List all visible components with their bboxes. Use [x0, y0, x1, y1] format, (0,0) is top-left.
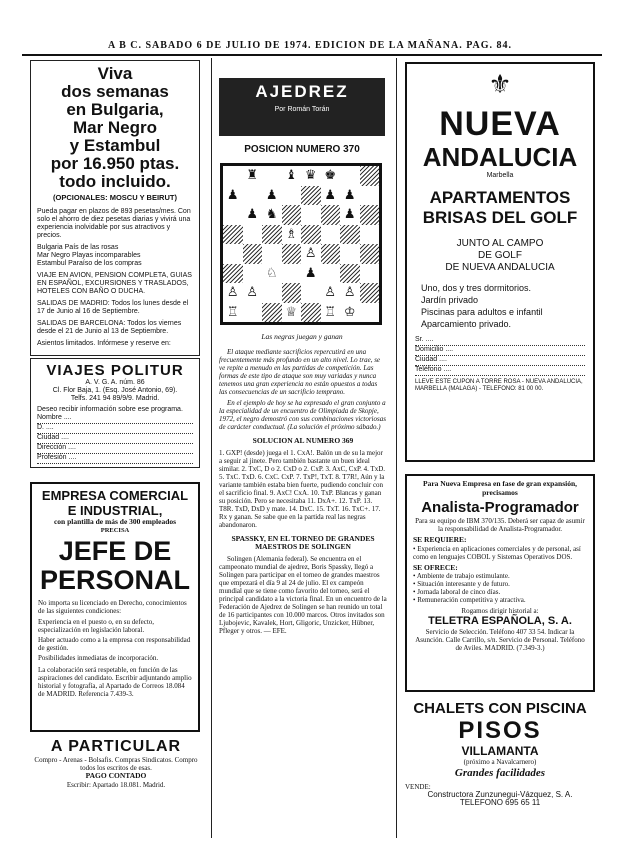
- particular-pago: PAGO CONTADO: [85, 771, 147, 780]
- analista-intro: Para Nueva Empresa en fase de gran expansión, precisamos: [422, 479, 578, 497]
- board-square: ♙: [321, 283, 341, 303]
- ajedrez-text: [219, 348, 387, 635]
- board-square: [243, 264, 263, 284]
- chalets-phone: TELEFONO 695 65 11: [459, 798, 541, 807]
- chalets-pisos: PISOS: [458, 717, 542, 744]
- board-square: [243, 225, 263, 245]
- feature-item: Aparcamiento privado.: [421, 319, 512, 329]
- column-divider-right: [396, 58, 397, 838]
- board-square: [223, 244, 243, 264]
- feature-item: Jardín privado: [421, 295, 479, 305]
- andalucia-golf-3: DE NUEVA ANDALUCIA: [445, 262, 555, 273]
- analista-address: Servicio de Selección. Teléfono 407 33 54. Indicar la Asunción. Calle Carrillo, s/n. Servicio de Personal. Teléfono de Aviles. MADRID. (7.349-3.): [415, 628, 585, 652]
- board-square: [360, 205, 380, 225]
- particular-body: Compro - Arenas - Bolsafis. Compras Sindicatos. Compro todos los escritos de esas.: [34, 756, 198, 772]
- andalucia-sub: Marbella: [486, 172, 514, 179]
- solution-title: SOLUCION AL NUMERO 369: [252, 436, 354, 445]
- politur-title: VIAJES POLITUR: [46, 362, 184, 379]
- analista-offer: • Remuneración competitiva y atractiva.: [413, 596, 526, 604]
- crest-icon: ⚜: [488, 70, 512, 99]
- politur-form-line: Deseo recibir información sobre ese programa.: [37, 406, 183, 413]
- jefe-big-1: JEFE DE: [58, 536, 172, 566]
- analista-offer: • Situación interesante y de futuro.: [413, 580, 510, 588]
- jefe-big-2: PERSONAL: [39, 565, 191, 595]
- particular-title: A PARTICULAR: [50, 738, 182, 755]
- bulgaria-body-4: SALIDAS DE BARCELONA: Todos los viernes desde el 21 de Junio al 13 de Septiembre.: [37, 319, 182, 335]
- board-square: [321, 264, 341, 284]
- analista-ofr-title: SE OFRECE:: [413, 562, 458, 572]
- board-square: [301, 225, 321, 245]
- board-square: [223, 166, 243, 186]
- board-square: ♗: [282, 225, 302, 245]
- board-square: [282, 264, 302, 284]
- analista-para: Para su equipo de IBM 370/135. Deberá ser capaz de asumir la responsabilidad de Analista-Programador.: [415, 517, 585, 533]
- analista-offer: • Jornada laboral de cinco días.: [413, 588, 501, 596]
- board-square: [340, 225, 360, 245]
- andalucia-features: [415, 282, 585, 330]
- board-square: [321, 244, 341, 264]
- board-square: [301, 205, 321, 225]
- board-square: [262, 166, 282, 186]
- jefe-item: Experiencia en el puesto o, en su defecto, especialización en legislación laboral.: [38, 618, 155, 634]
- board-square: ♚: [321, 166, 341, 186]
- ajedrez-byline: Por Román Torán: [274, 106, 330, 113]
- board-square: [282, 283, 302, 303]
- jefe-requirements: No importa su licenciado en Derecho, conocimientos de las siguientes condiciones:: [38, 599, 187, 615]
- chess-board: [220, 163, 382, 325]
- coupon-field: Teléfono ....: [415, 366, 585, 376]
- list-item: Mar Negro Playas incomparables: [37, 251, 141, 259]
- particular-apartado: Escribir: Apartado 18.081. Madrid.: [66, 780, 166, 789]
- list-item: Estambul Paraíso de los compras: [37, 259, 142, 267]
- chalets-near: (próximo a Navalcarnero): [463, 758, 537, 766]
- board-square: ♜: [243, 166, 263, 186]
- coupon-footer: LLEVE ESTE CUPON A TORRE ROSA - NUEVA ANDALUCIA, MARBELLA (MALAGA) - TELEFONO: 81 00 00.: [415, 379, 583, 392]
- board-square: [301, 303, 321, 323]
- board-square: ♟: [223, 186, 243, 206]
- board-square: [340, 244, 360, 264]
- board-square: ♔: [340, 303, 360, 323]
- chalets-facilities: Grandes facilidades: [454, 767, 546, 779]
- ajedrez-position-title: POSICION NUMERO 370: [244, 144, 360, 155]
- bulgaria-optional: (OPCIONALES: MOSCU Y BEIRUT): [53, 193, 177, 202]
- board-square: ♞: [262, 205, 282, 225]
- headline-line: en Bulgaria,: [66, 100, 164, 119]
- board-square: [223, 225, 243, 245]
- board-square: [340, 264, 360, 284]
- andalucia-golf-1: JUNTO AL CAMPO: [456, 238, 544, 249]
- coupon-field: Domicilio ....: [415, 346, 585, 356]
- jefe-item: Haber actuado como a la empresa con responsabilidad de gestión.: [38, 636, 191, 652]
- particular-ad: [30, 738, 202, 789]
- andalucia-coupon: [415, 336, 585, 393]
- headline-line: por 16.950 ptas.: [50, 154, 180, 173]
- board-square: ♟: [243, 205, 263, 225]
- bulgaria-ad: [30, 60, 200, 356]
- politur-ad: [30, 358, 200, 468]
- board-square: [360, 303, 380, 323]
- bulgaria-list: [37, 244, 193, 268]
- jefe-precisa: PRECISA: [100, 526, 130, 534]
- solution-text: 1. GXP! (desde) juega el 1. CxA!. Balón un de su la mejor a seguir al jinete. Pero también bastante un buen ideal similar. 2. TxC, D o 2. CxD o 2. CxP. 3. AxC, CxP. 4. TxD. 5. TxC. TxD. 6. CxC. CxP. 7. TxP!, TxT. 8. T7R!, Aún y la variante también estaba bien fuerte, pudiendo concluir con el sacrificio final. 9. AxC! CxA. 10. TxP. Blancas y ganan su posición. Pero se necesitaba 11. DxA+. 12. TxP. 13. T8R. TxD, DxD y mate. 14. DxC. 15. TxT. 16. TxC+. 17. Rx y ganan. Se sabe que en la partida real las negras abandonaron.: [219, 448, 386, 529]
- analista-req-title: SE REQUIERE:: [413, 535, 467, 544]
- chalets-title: CHALETS CON PISCINA: [413, 700, 587, 717]
- board-square: [243, 303, 263, 323]
- headline-line: dos semanas: [61, 82, 169, 101]
- board-square: ♘: [262, 264, 282, 284]
- board-square: [223, 205, 243, 225]
- politur-line: Cl. Flor Baja, 1. (Esq. José Antonio, 69).: [52, 387, 178, 394]
- board-square: ♙: [223, 283, 243, 303]
- board-square: [301, 283, 321, 303]
- board-square: ♙: [243, 283, 263, 303]
- politur-form-field: Nombre ....: [37, 414, 193, 424]
- ajedrez-banner: [219, 78, 385, 136]
- board-square: ♟: [262, 186, 282, 206]
- analista-dir: Rogamos dirigir historial a:: [461, 607, 539, 615]
- board-square: [321, 225, 341, 245]
- board-square: ♙: [340, 283, 360, 303]
- board-square: ♖: [321, 303, 341, 323]
- board-square: ♕: [282, 303, 302, 323]
- andalucia-apt-1: APARTAMENTOS: [429, 188, 571, 207]
- board-square: [262, 283, 282, 303]
- politur-form-field: D. ....: [37, 424, 193, 434]
- nueva-andalucia-ad: [405, 62, 595, 462]
- board-square: [262, 225, 282, 245]
- headline-line: y Estambul: [69, 136, 161, 155]
- board-square: [262, 303, 282, 323]
- board-square: [360, 225, 380, 245]
- board-square: [360, 244, 380, 264]
- bulgaria-footer: Asientos limitados. Infórmese y reserve en:: [37, 339, 171, 347]
- header-rule: [22, 54, 602, 56]
- list-item: Bulgaria País de las rosas: [37, 243, 119, 251]
- board-square: [360, 264, 380, 284]
- jefe-staff: con plantilla de más de 300 empleados: [53, 517, 177, 526]
- headline-line: todo incluido.: [59, 172, 171, 191]
- coupon-field: Ciudad ....: [415, 356, 585, 366]
- politur-form-field: Dirección ....: [37, 444, 193, 454]
- jefe-item: Posibilidades inmediatas de incorporación.: [38, 654, 159, 662]
- board-square: ♛: [301, 166, 321, 186]
- board-square: [282, 244, 302, 264]
- board-square: [360, 283, 380, 303]
- jefe-company-1: EMPRESA COMERCIAL: [41, 488, 189, 503]
- board-square: ♖: [223, 303, 243, 323]
- ajedrez-paragraph-2: En el ejemplo de hoy se ha expresado el gran conjunto a la especialidad de un encuentro de Olimpiada de Skopje, 1972, el negro demostró con sus combinaciones victoriosas de carácter conductual. (La solución el próximo sábado.): [219, 399, 386, 431]
- board-square: ♟: [340, 205, 360, 225]
- board-square: ♝: [282, 166, 302, 186]
- bulgaria-body-1: Pueda pagar en plazos de 893 pesetas/mes. Con solo el ahorro de diez pesetas diarias y vivirá una experiencia inolvidable por sus atractivos y precios.: [37, 207, 191, 239]
- feature-item: Uno, dos y tres dormitorios.: [421, 283, 532, 293]
- ajedrez-title: AJEDREZ: [255, 82, 349, 101]
- politur-form-field: Profesión ....: [37, 454, 193, 464]
- analista-title: Analista-Programador: [421, 499, 579, 516]
- chalets-place: VILLAMANTA: [461, 744, 539, 758]
- board-square: ♟: [340, 186, 360, 206]
- board-square: ♟: [301, 264, 321, 284]
- analista-ad: [405, 474, 595, 692]
- board-square: [301, 186, 321, 206]
- ajedrez-paragraph-1: El ataque mediante sacrificios repercutirá en una frecuentemente más profundo en un alto nivel. Lo trae, se ve repite a menudo en las partidas de competición. Las formas de este tipo de ataque son muy variadas y nunca tenemos una gran experiencia no están opuestos a todas las consecuencias de un sacrificio temprano.: [219, 348, 381, 396]
- analista-req: • Experiencia en aplicaciones comerciales y de personal, así como en lenguajes COBOL y Sistemas Operativos DOS.: [413, 544, 581, 561]
- jefe-personal-ad: [30, 482, 200, 732]
- board-square: ♟: [321, 186, 341, 206]
- headline-line: Viva: [97, 64, 133, 83]
- board-square: [243, 244, 263, 264]
- bulgaria-headline: [37, 65, 193, 191]
- board-square: ♙: [301, 244, 321, 264]
- headline-line: Mar Negro: [72, 118, 158, 137]
- andalucia-big-1: NUEVA: [439, 105, 561, 143]
- analista-offer: • Ambiente de trabajo estimulante.: [413, 572, 510, 580]
- board-square: [243, 186, 263, 206]
- chalets-vende: VENDE:: [405, 783, 431, 791]
- politur-form-field: Ciudad ....: [37, 434, 193, 444]
- chalets-ad: [405, 700, 595, 807]
- andalucia-big-2: ANDALUCIA: [422, 142, 578, 172]
- politur-line: A. V. G. A. núm. 86: [85, 379, 145, 386]
- andalucia-golf-2: DE GOLF: [478, 250, 522, 261]
- board-square: [360, 186, 380, 206]
- spassky-text: Solingen (Alemania federal). Se encuentra en el campeonato mundial de ajedrez, Boris Spassky, llegó a Solingen para participar en el torneo de grandes maestros que empezará el día 9 al 24 de julio. El ex campeón mundial que se tiene como favorito del torneo, será el principal candidato a la victoria final. En un encuentro de la Federación de Ajedrez de Solingen se han reunido un total de 16 participantes con 10.000 marcos. Otros invitados son Ljubojevic, Kavalek, Hort, Gligoric, Unzicker, Hübner, Pfleger y otros. — EFE.: [219, 554, 387, 635]
- jefe-company-2: E INDUSTRIAL,: [67, 503, 163, 518]
- board-square: [360, 166, 380, 186]
- jefe-footer: La colaboración será respetable, en función de las aspiraciones del candidato. Escribir adjuntando amplio historial y fotografía, al Apartado de Correos 18.084 de MADRID. Referencia 7.439-3.: [38, 666, 192, 698]
- board-square: [223, 264, 243, 284]
- analista-company: TELETRA ESPAÑOLA, S. A.: [428, 615, 572, 627]
- chess-caption: Las negras juegan y ganan: [261, 332, 343, 341]
- politur-line: Telfs. 241 94 89/9/9. Madrid.: [70, 395, 160, 402]
- board-square: [282, 186, 302, 206]
- feature-item: Piscinas para adultos e infantil: [421, 307, 543, 317]
- page-header: A B C. SABADO 6 DE JULIO DE 1974. EDICION DE LA MAÑANA. PAG. 84.: [107, 40, 513, 51]
- spassky-title: SPASSKY, EN EL TORNEO DE GRANDES MAESTROS DE SOLINGEN: [231, 533, 375, 551]
- column-divider-left: [211, 58, 212, 838]
- board-square: [262, 244, 282, 264]
- chalets-company: Constructora Zunzunegui-Vázquez, S. A.: [427, 790, 573, 799]
- bulgaria-body-3: SALIDAS DE MADRID: Todos los lunes desde el 17 de Junio al 16 de Septiembre.: [37, 299, 189, 315]
- board-square: [340, 166, 360, 186]
- andalucia-apt-2: BRISAS DEL GOLF: [422, 208, 578, 227]
- coupon-field: Sr. ....: [415, 336, 585, 346]
- board-square: [321, 205, 341, 225]
- board-square: [282, 205, 302, 225]
- bulgaria-body-2: VIAJE EN AVION, PENSION COMPLETA, GUIAS EN ESPAÑOL, EXCURSIONES Y TRASLADOS, HOTELES CON BAÑO O DUCHA.: [37, 271, 192, 295]
